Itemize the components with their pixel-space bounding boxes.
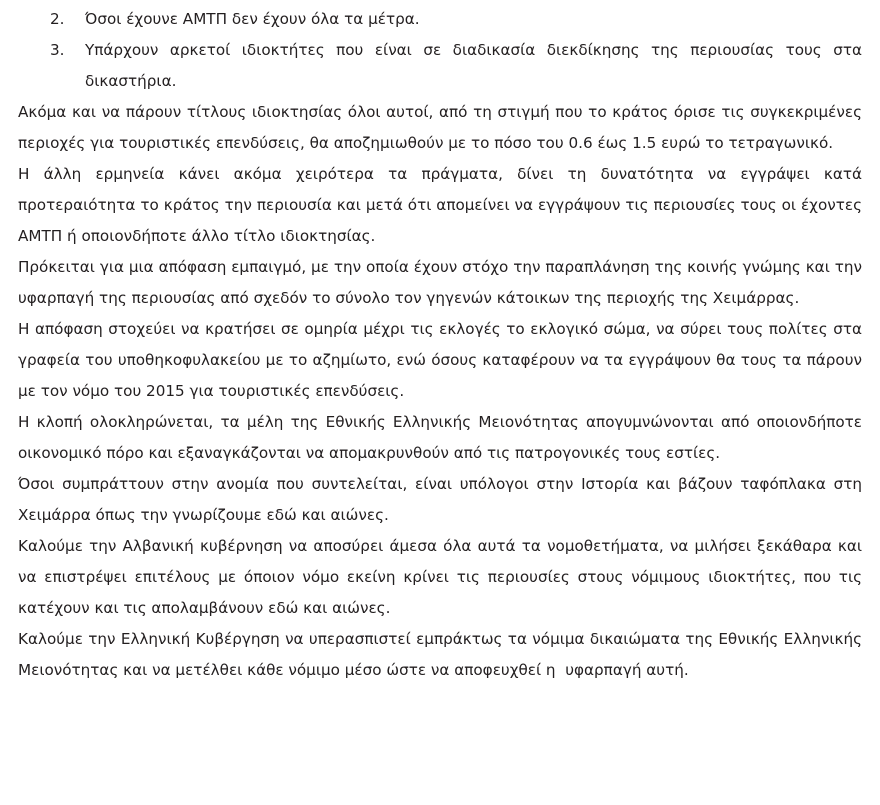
paragraph: Η άλλη ερμηνεία κάνει ακόμα χειρότερα τα πράγματα, δίνει τη δυνατότητα να εγγράψει κατά προτεραιότητα το κράτος την περιουσία και μετά ότι απομείνει να εγγράψουν τις περιουσίες τους οι έχοντες ΑΜΤΠ ή οποιονδήποτε άλλο τίτλο ιδιοκτησίας.	[18, 165, 867, 245]
paragraph: Η απόφαση στοχεύει να κρατήσει σε ομηρία μέχρι τις εκλογές το εκλογικό σώμα, να σύρει τους πολίτες στα γραφεία του υποθηκοφυλακείου με το αζημίωτο, ενώ όσους καταφέρουν να τα εγγράψουν θα τους τα πάρουν με τον νόμο του 2015 για τουριστικές επενδύσεις.	[18, 320, 867, 400]
paragraph: Καλούμε την Ελληνική Κυβέργηση να υπερασπιστεί εμπράκτως τα νόμιμα δικαιώματα της Εθνικής Ελληνικής Μειονότητας και να μετέλθει κάθε νόμιμο μέσο ώστε να αποφευχθεί η υφαρπαγή αυτή.	[18, 630, 867, 679]
document-body	[18, 4, 867, 686]
list-item	[18, 35, 862, 97]
list-item-text: Υπάρχουν αρκετοί ιδιοκτήτες που είναι σε διαδικασία διεκδίκησης της περιουσίας τους στα δικαστήρια.	[85, 41, 862, 90]
list-item	[18, 4, 862, 35]
numbered-list	[18, 4, 862, 97]
paragraph: Πρόκειται για μια απόφαση εμπαιγμό, με την οποία έχουν στόχο την παραπλάνηση της κοινής γνώμης και την υφαρπαγή της περιουσίας από σχεδόν το σύνολο τον γηγενών κάτοικων της περιοχής της Χειμάρρας.	[18, 258, 867, 307]
list-item-number: 2.	[50, 10, 65, 28]
paragraph: Όσοι συμπράττουν στην ανομία που συντελείται, είναι υπόλογοι στην Ιστορία και βάζουν ταφόπλακα στη Χειμάρρα όπως την γνωρίζουμε εδώ και αιώνες.	[18, 475, 867, 524]
list-item-number: 3.	[50, 41, 65, 59]
paragraph: Η κλοπή ολοκληρώνεται, τα μέλη της Εθνικής Ελληνικής Μειονότητας απογυμνώνονται από οποιονδήποτε οικονομικό πόρο και εξαναγκάζονται να απομακρυνθούν από τις πατρογονικές τους εστίες.	[18, 413, 867, 462]
paragraph: Ακόμα και να πάρουν τίτλους ιδιοκτησίας όλοι αυτοί, από τη στιγμή που το κράτος όρισε τις συγκεκριμένες περιοχές για τουριστικές επενδύσεις, θα αποζημιωθούν με το πόσο του 0.6 έως 1.5 ευρώ το τετραγωνικό.	[18, 103, 867, 152]
list-item-text: Όσοι έχουνε ΑΜΤΠ δεν έχουν όλα τα μέτρα.	[85, 10, 420, 28]
paragraph: Καλούμε την Αλβανική κυβέρνηση να αποσύρει άμεσα όλα αυτά τα νομοθετήματα, να μιλήσει ξεκάθαρα και να επιστρέψει επιτέλους με όποιον νόμο εκείνη κρίνει τις περιουσίες στους νόμιμους ιδιοκτήτες, που τις κατέχουν και τις απολαμβάνουν εδώ και αιώνες.	[18, 537, 867, 617]
